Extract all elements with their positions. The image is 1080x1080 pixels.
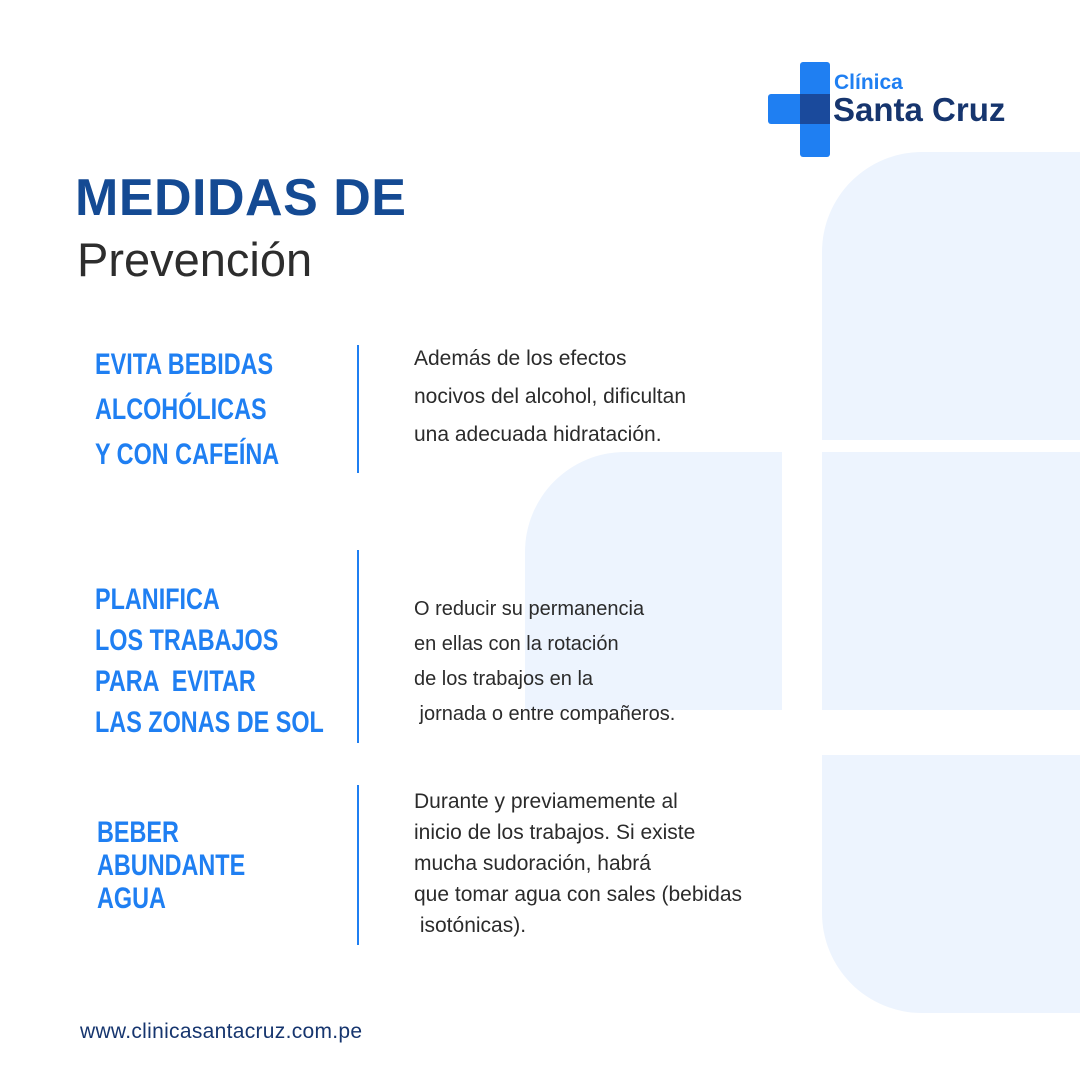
heading-line: AGUA — [97, 882, 166, 915]
heading-line: ABUNDANTE — [97, 849, 246, 882]
background-tile-top-right — [822, 152, 1080, 440]
description-line: Durante y previamemente al — [414, 790, 678, 813]
page-subtitle: Prevención — [77, 233, 313, 286]
background-tile-bottom-right — [822, 755, 1080, 1013]
heading-line: PARA EVITAR — [95, 665, 256, 698]
description-line: isotónicas). — [414, 914, 527, 937]
measure-description-1 — [414, 340, 686, 454]
measure-description-2 — [414, 592, 675, 732]
page-title: MEDIDAS DE — [75, 169, 407, 227]
description-line: que tomar agua con sales (bebidas — [414, 883, 743, 906]
description-line: O reducir su permanencia — [414, 598, 645, 620]
website-link[interactable]: www.clinicasantacruz.com.pe — [80, 1020, 363, 1043]
heading-line: LOS TRABAJOS — [95, 624, 279, 657]
description-line: en ellas con la rotación — [414, 633, 619, 655]
description-line: jornada o entre compañeros. — [414, 703, 676, 725]
measure-heading-1 — [95, 342, 279, 477]
heading-line: BEBER — [97, 816, 179, 849]
divider-line-2 — [357, 550, 359, 743]
description-line: mucha sudoración, habrá — [414, 852, 651, 875]
cross-icon-center — [800, 94, 830, 124]
description-line: Además de los efectos — [414, 347, 627, 370]
logo-name-text: Santa Cruz — [833, 91, 1006, 128]
description-line: una adecuada hidratación. — [414, 423, 662, 446]
measure-description-3 — [414, 786, 742, 941]
divider-line-3 — [357, 785, 359, 945]
heading-line: Y CON CAFEÍNA — [95, 438, 280, 471]
heading-line: PLANIFICA — [95, 583, 220, 616]
logo-clinica-text: Clínica — [834, 71, 903, 94]
measure-heading-2 — [95, 579, 324, 743]
description-line: nocivos del alcohol, dificultan — [414, 385, 686, 408]
heading-line: ALCOHÓLICAS — [95, 393, 267, 426]
heading-line: LAS ZONAS DE SOL — [95, 706, 324, 739]
divider-line-1 — [357, 345, 359, 473]
measure-heading-3 — [97, 816, 245, 915]
clinic-logo — [768, 62, 1038, 162]
background-tile-middle-right — [822, 452, 1080, 710]
heading-line: EVITA BEBIDAS — [95, 348, 274, 381]
description-line: inicio de los trabajos. Si existe — [414, 821, 696, 844]
description-line: de los trabajos en la — [414, 668, 594, 690]
